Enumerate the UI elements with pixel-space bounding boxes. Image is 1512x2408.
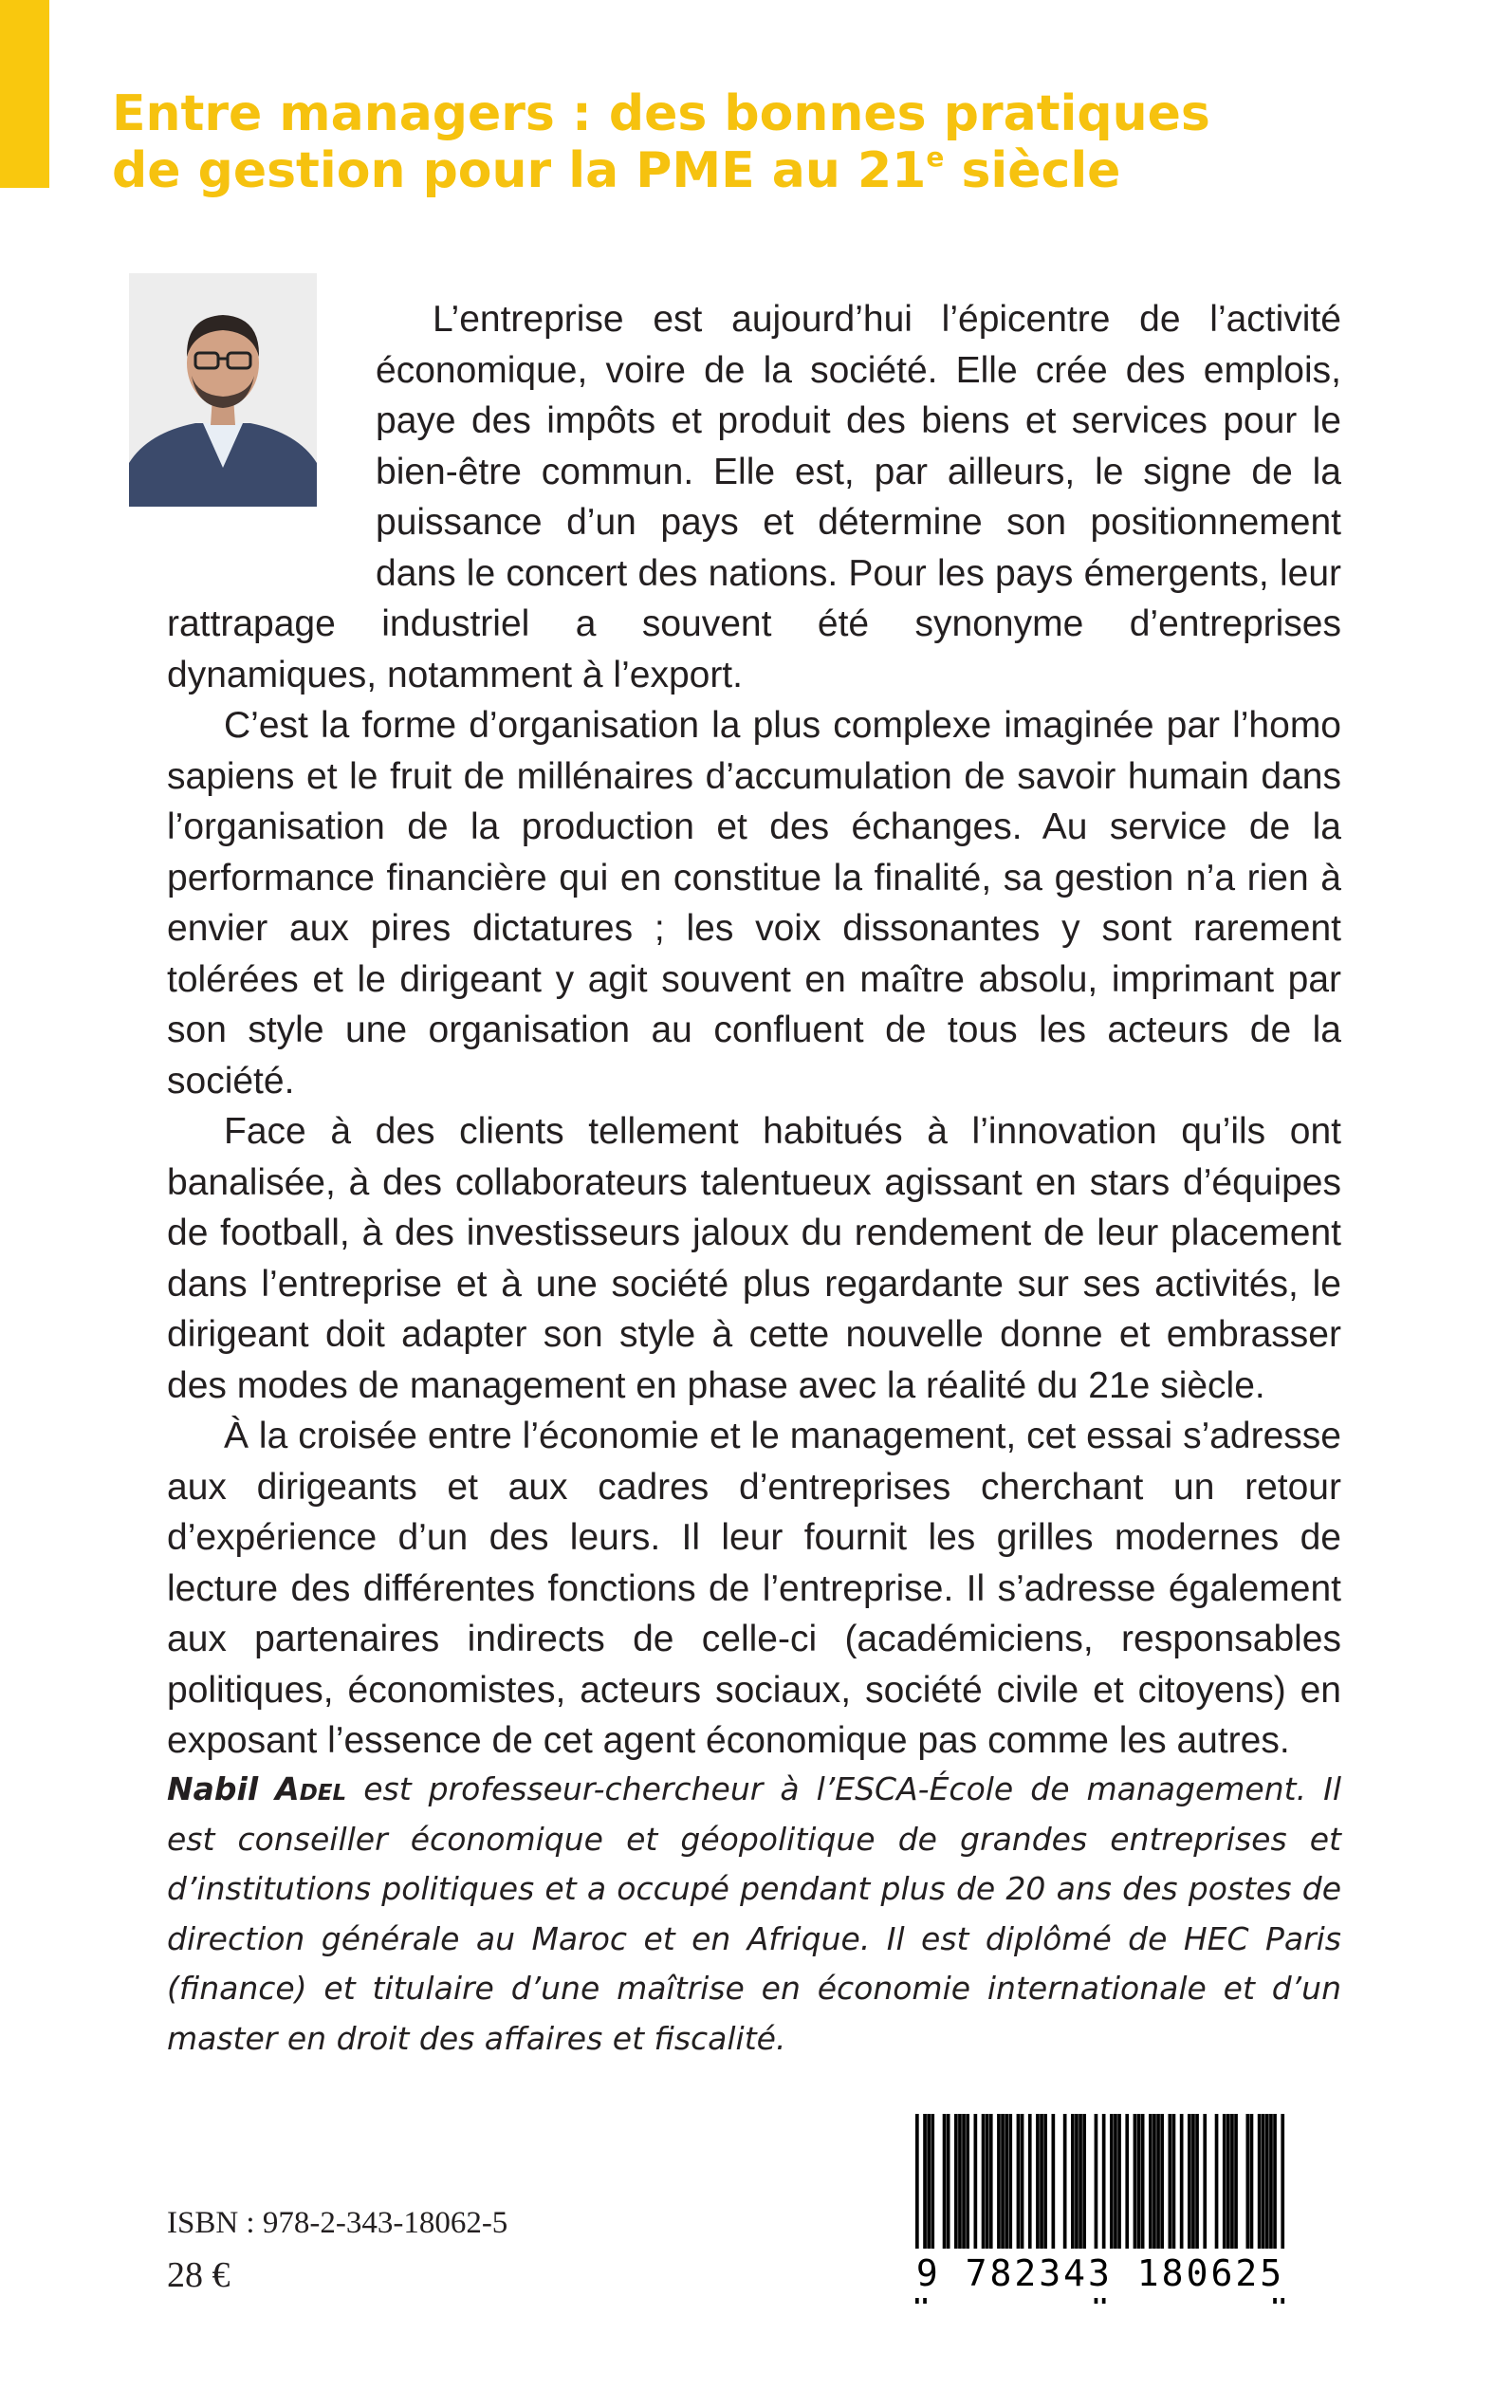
barcode-bar — [1125, 2114, 1129, 2249]
barcode-bar — [1017, 2114, 1021, 2249]
photo-spacer — [167, 294, 376, 548]
barcode-bar — [1160, 2114, 1164, 2249]
barcode-bar — [966, 2114, 969, 2249]
barcode-bar — [962, 2114, 966, 2249]
barcode-bar — [1117, 2114, 1121, 2249]
book-title — [112, 85, 1421, 199]
barcode-bar — [1052, 2114, 1056, 2249]
barcode — [901, 2114, 1300, 2313]
barcode-digits: 9 782343 180625 — [901, 2249, 1300, 2298]
barcode-bar — [1262, 2114, 1265, 2249]
barcode-bar — [1203, 2114, 1207, 2249]
barcode-bar — [927, 2114, 931, 2249]
barcode-bar — [1250, 2114, 1254, 2249]
barcode-bar — [1082, 2114, 1086, 2249]
barcode-bar — [1110, 2114, 1114, 2249]
paragraph-3: Face à des clients tellement habitués à l’innovation qu’ils ont banalisée, à des collaborateurs talentueux agissant en stars d’équipes de football, à des investisseurs jaloux du rendement de leur placement dans l’entreprise et à une société plus regardante sur ses activités, le dirigeant doit adapter son style à cette nouvelle donne et embrasser des modes de management en phase avec la réalité du 21e siècle. — [167, 1111, 1341, 1406]
barcode-bar — [982, 2114, 986, 2249]
barcode-bar — [1265, 2114, 1269, 2249]
barcode-bar — [1071, 2114, 1075, 2249]
isbn-text: ISBN : 978-2-343-18062-5 — [167, 2206, 508, 2240]
barcode-bar — [1008, 2114, 1012, 2249]
barcode-bar — [1141, 2114, 1145, 2249]
barcode-bar — [1226, 2114, 1230, 2249]
price-text: 28 € — [167, 2255, 230, 2295]
barcode-bar — [958, 2114, 962, 2249]
barcode-bar — [1152, 2114, 1156, 2249]
author-bio-text: est professeur-chercheur à l’ESCA-École de management. Il est conseiller économique et géopolitique de grandes entreprises et d’institutions politiques et a occupé pendant plus de 20 ans des postes de direction générale au Maroc et en Afrique. Il est diplômé de HEC Paris (finance) et titulaire d’une maîtrise en économie internationale et d’un master en droit des affaires et fiscalité. — [167, 1770, 1341, 2057]
barcode-bar — [1180, 2114, 1184, 2249]
barcode-bar — [1215, 2114, 1219, 2249]
author-last-name: Adel — [275, 1770, 347, 1807]
barcode-bar — [1234, 2114, 1238, 2249]
barcode-bar — [986, 2114, 989, 2249]
author-first-name: Nabil — [167, 1770, 259, 1807]
barcode-bar — [1188, 2114, 1191, 2249]
back-cover-text — [167, 294, 1341, 1767]
barcode-bar — [954, 2114, 958, 2249]
barcode-bar — [1134, 2114, 1137, 2249]
accent-bar — [0, 0, 49, 188]
barcode-bar — [989, 2114, 993, 2249]
barcode-bar — [1156, 2114, 1160, 2249]
title-superscript: e — [926, 141, 945, 173]
barcode-bar — [1258, 2114, 1262, 2249]
barcode-bar — [1195, 2114, 1199, 2249]
barcode-bar — [1172, 2114, 1176, 2249]
barcode-bar — [1001, 2114, 1005, 2249]
barcode-bar — [1028, 2114, 1032, 2249]
barcode-bar — [1230, 2114, 1234, 2249]
barcode-bar — [997, 2114, 1001, 2249]
title-line-2-end: siècle — [944, 142, 1121, 199]
barcode-bar — [1149, 2114, 1152, 2249]
barcode-bar — [1040, 2114, 1043, 2249]
barcode-bar — [1075, 2114, 1079, 2249]
barcode-bar — [1169, 2114, 1172, 2249]
barcode-bar — [947, 2114, 950, 2249]
barcode-bar — [943, 2114, 947, 2249]
title-line-2 — [112, 142, 1421, 199]
paragraph-2: C’est la forme d’organisation la plus complexe imaginée par l’homo sapiens et le fruit de millénaires d’accumulation de savoir humain dans l’organisation de la production et des échanges. Au service de la performance financière qui en constitue la finalité, sa gestion n’a rien à envier aux pires dictatures ; les voix dissonantes y sont rarement tolérées et le dirigeant y agit souvent en maître absolu, imprimant par son style une organisation au confluent de tous les acteurs de la société. — [167, 705, 1341, 1102]
paragraph-1-lead: L’entreprise est aujourd’hui l’épicentre de l’activité économique, voire de la société. — [376, 299, 1341, 391]
barcode-bar — [974, 2114, 978, 2249]
barcode-bar — [1036, 2114, 1040, 2249]
barcode-bar — [1021, 2114, 1024, 2249]
barcode-bar — [1191, 2114, 1195, 2249]
paragraph-1-rest: Elle crée des emplois, paye des impôts et produit des biens et services pour le bien-être commun. Elle est, par ailleurs, le signe de la puissance d’un pays et détermine son positionnement dans le concert des nations. Pour les pays émergents, leur rattrapage industriel a souvent été synonyme d’entreprises dynamiques, notamment à l’export. — [167, 349, 1341, 695]
title-line-2-text: de gestion pour la PME au 21 — [112, 142, 927, 199]
barcode-bar — [1043, 2114, 1047, 2249]
barcode-bar — [1114, 2114, 1117, 2249]
barcode-bar — [1079, 2114, 1082, 2249]
barcode-bar — [1005, 2114, 1008, 2249]
barcode-bar — [1223, 2114, 1226, 2249]
barcode-bar — [1269, 2114, 1273, 2249]
title-line-1: Entre managers : des bonnes pratiques — [112, 85, 1210, 142]
author-bio — [167, 1765, 1341, 2064]
barcode-bar — [1137, 2114, 1141, 2249]
barcode-bar — [1063, 2114, 1067, 2249]
paragraph-4: À la croisée entre l’économie et le management, cet essai s’adresse aux dirigeants et aux cadres d’entreprises cherchant un retour d’expérience d’un des leurs. Il leur fournit les grilles modernes de lecture des différentes fonctions de l’entreprise. Il s’adresse également aux partenaires indirects de celle-ci (académiciens, responsables politiques, économistes, acteurs sociaux, société civile et citoyens) en exposant l’essence de cet agent économique pas comme les autres. — [167, 1416, 1341, 1761]
barcode-bar — [1246, 2114, 1250, 2249]
barcode-bar — [931, 2114, 934, 2249]
